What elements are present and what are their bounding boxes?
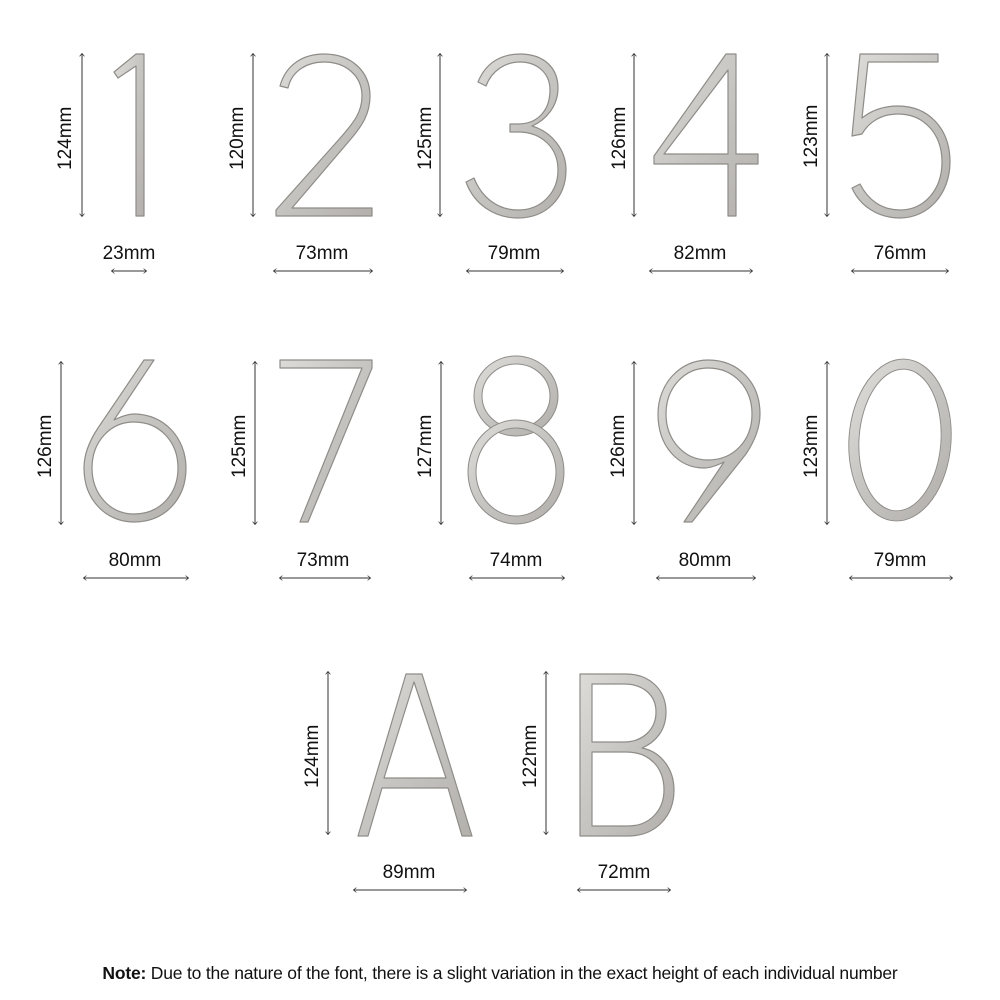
glyph-7 [278,358,376,526]
width-label: 23mm [102,243,156,264]
width-dimension-arrow [110,266,148,276]
height-label: 123mm [801,414,822,478]
width-dimension-arrow [465,266,565,276]
note-label: Note: [102,963,147,983]
width-label: 72mm [597,862,651,883]
width-label: 73mm [295,243,349,264]
height-label: 126mm [608,414,629,478]
width-label: 79mm [873,550,927,571]
glyph-1 [108,52,158,220]
width-dimension-arrow [278,573,372,583]
note-text: Due to the nature of the font, there is a slight variation in the exact height of each individual number [146,963,898,983]
height-label: 127mm [415,414,436,478]
glyph-8 [468,358,566,526]
width-dimension-arrow [848,573,954,583]
width-dimension-arrow [352,885,468,895]
width-dimension-arrow [82,573,190,583]
glyph-3 [462,52,572,220]
width-label: 89mm [382,862,436,883]
height-label: 126mm [609,106,630,170]
glyph-9 [656,358,764,526]
footnote [0,962,1000,984]
height-label: 120mm [227,106,248,170]
width-label: 80mm [678,550,732,571]
height-label: 126mm [35,414,56,478]
height-label: 122mm [520,724,541,788]
width-dimension-arrow [272,266,374,276]
glyph-5 [848,52,956,220]
width-label: 73mm [296,550,350,571]
height-label: 125mm [229,414,250,478]
width-dimension-arrow [850,266,950,276]
width-label: 76mm [873,243,927,264]
height-label: 124mm [55,106,76,170]
height-label: 124mm [302,724,323,788]
width-dimension-arrow [576,885,672,895]
width-label: 82mm [673,243,727,264]
width-dimension-arrow [648,266,754,276]
height-label: 125mm [415,106,436,170]
width-label: 79mm [487,243,541,264]
height-label: 123mm [801,104,822,168]
width-dimension-arrow [655,573,757,583]
glyph-A [354,672,474,838]
glyph-6 [82,358,190,526]
width-label: 80mm [108,550,162,571]
glyph-4 [650,52,762,220]
width-label: 74mm [489,550,543,571]
glyph-0 [848,358,954,526]
glyph-B [576,672,676,838]
glyph-2 [272,52,378,220]
width-dimension-arrow [468,573,566,583]
